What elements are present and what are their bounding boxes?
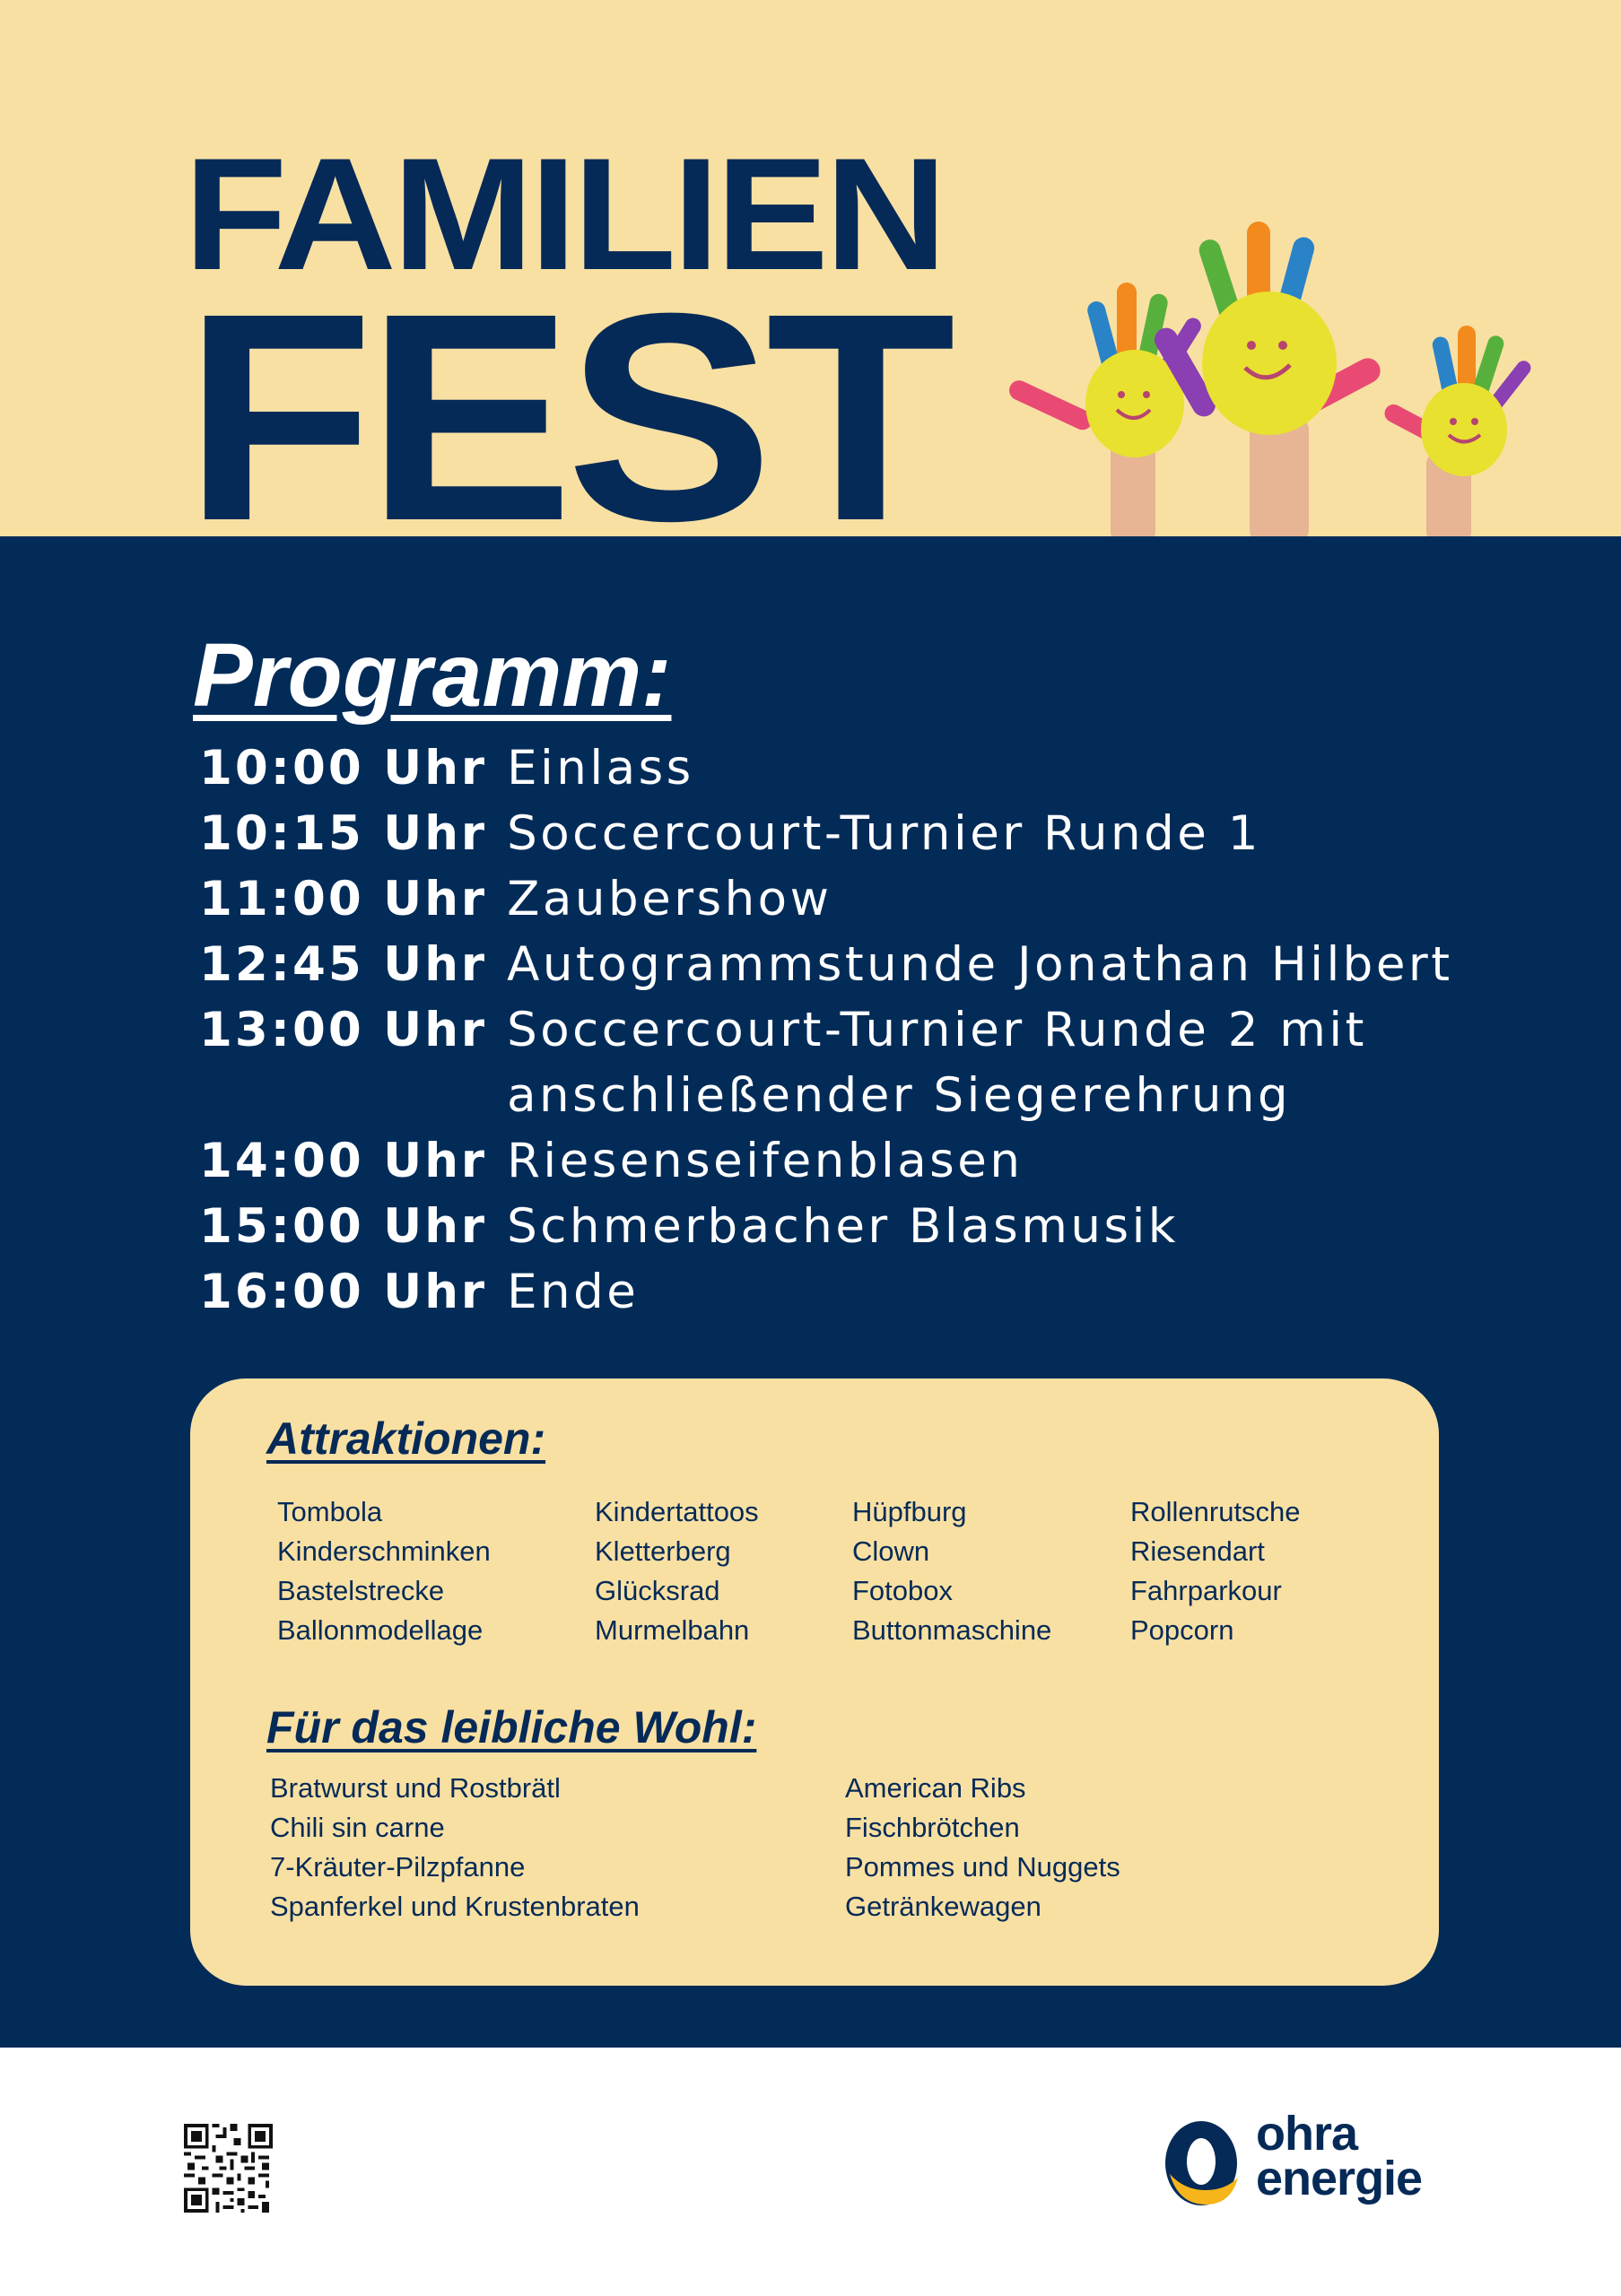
attractions-column-3 (852, 1492, 1051, 1650)
logo-text-line-1: ohra (1256, 2107, 1358, 2161)
schedule-activity: Schmerbacher Blasmusik (507, 1199, 1179, 1254)
attractions-food-box (190, 1378, 1439, 1986)
company-logo (1256, 2107, 1423, 2205)
schedule-item (199, 1259, 1453, 1325)
schedule-activity: Autogrammstunde Jonathan Hilbert (507, 937, 1453, 992)
schedule-item (199, 1128, 1453, 1194)
attraction-item: Popcorn (1130, 1614, 1234, 1646)
schedule-time: 10:15 Uhr (199, 806, 488, 861)
attraction-item: Clown (852, 1535, 930, 1567)
attraction-item: Glücksrad (595, 1575, 720, 1606)
attraction-item: Buttonmaschine (852, 1614, 1052, 1646)
title-line-2: FEST (184, 251, 948, 536)
attraction-item: Tombola (277, 1496, 383, 1527)
schedule-time: 15:00 Uhr (199, 1199, 488, 1254)
schedule-item (199, 866, 1453, 932)
logo-text-line-2: energie (1256, 2152, 1423, 2205)
painted-hands-illustration (996, 211, 1570, 536)
schedule-item (199, 932, 1453, 997)
attraction-item: Bastelstrecke (277, 1575, 445, 1606)
schedule-time: 11:00 Uhr (199, 872, 488, 926)
attraction-item: Fotobox (852, 1575, 954, 1606)
food-item: Getränkewagen (845, 1891, 1041, 1922)
right-hand-image (1381, 326, 1534, 536)
attraction-item: Hüpfburg (852, 1496, 967, 1527)
food-item: Chili sin carne (270, 1812, 445, 1843)
attractions-heading: Attraktionen: (266, 1413, 546, 1464)
attractions-column-1 (277, 1492, 491, 1650)
schedule-activity: Soccercourt-Turnier Runde 1 (507, 806, 1261, 861)
food-item: Spanferkel und Krustenbraten (270, 1891, 640, 1922)
schedule-item (199, 735, 1453, 801)
middle-hand-image (1150, 222, 1384, 536)
food-column-2 (845, 1769, 1120, 1926)
food-item: Pommes und Nuggets (845, 1851, 1120, 1883)
attractions-column-4 (1130, 1492, 1301, 1650)
attraction-item: Riesendart (1130, 1535, 1265, 1567)
schedule-item (199, 997, 1453, 1128)
schedule-time: 14:00 Uhr (199, 1134, 488, 1188)
attraction-item: Fahrparkour (1130, 1575, 1282, 1606)
food-column-1 (270, 1769, 640, 1926)
schedule-list (199, 735, 1453, 1325)
schedule-time: 10:00 Uhr (199, 741, 488, 796)
food-item: Bratwurst und Rostbrätl (270, 1772, 561, 1804)
attraction-item: Kletterberg (595, 1535, 731, 1567)
food-item: American Ribs (845, 1772, 1026, 1804)
schedule-item (199, 1194, 1453, 1259)
attraction-item: Kinderschminken (277, 1535, 491, 1567)
header-banner (0, 0, 1621, 536)
schedule-activity: Zaubershow (507, 872, 832, 926)
qr-code-icon[interactable] (184, 2124, 273, 2213)
schedule-item (199, 801, 1453, 866)
food-item: Fischbrötchen (845, 1812, 1020, 1843)
attraction-item: Rollenrutsche (1130, 1496, 1301, 1527)
ohra-energie-logo-icon (1163, 2118, 1240, 2208)
food-item: 7-Kräuter-Pilzpfanne (270, 1851, 526, 1883)
attraction-item: Kindertattoos (595, 1496, 759, 1527)
program-heading: Programm: (193, 625, 672, 726)
title-line-1: FAMILIEN (184, 125, 944, 303)
attraction-item: Ballonmodellage (277, 1614, 484, 1646)
schedule-activity: Ende (507, 1265, 640, 1319)
food-heading: Für das leibliche Wohl: (266, 1702, 757, 1752)
schedule-time: 12:45 Uhr (199, 937, 488, 992)
schedule-time: 13:00 Uhr (199, 1003, 488, 1057)
schedule-activity: Einlass (507, 741, 694, 796)
schedule-activity: Soccercourt-Turnier Runde 2 mit anschließender Siegerehrung (507, 1003, 1367, 1123)
left-hand-image (1006, 283, 1204, 536)
attractions-column-2 (595, 1492, 759, 1650)
attraction-item: Murmelbahn (595, 1614, 750, 1646)
schedule-time: 16:00 Uhr (199, 1265, 488, 1319)
schedule-activity: Riesenseifenblasen (507, 1134, 1024, 1188)
